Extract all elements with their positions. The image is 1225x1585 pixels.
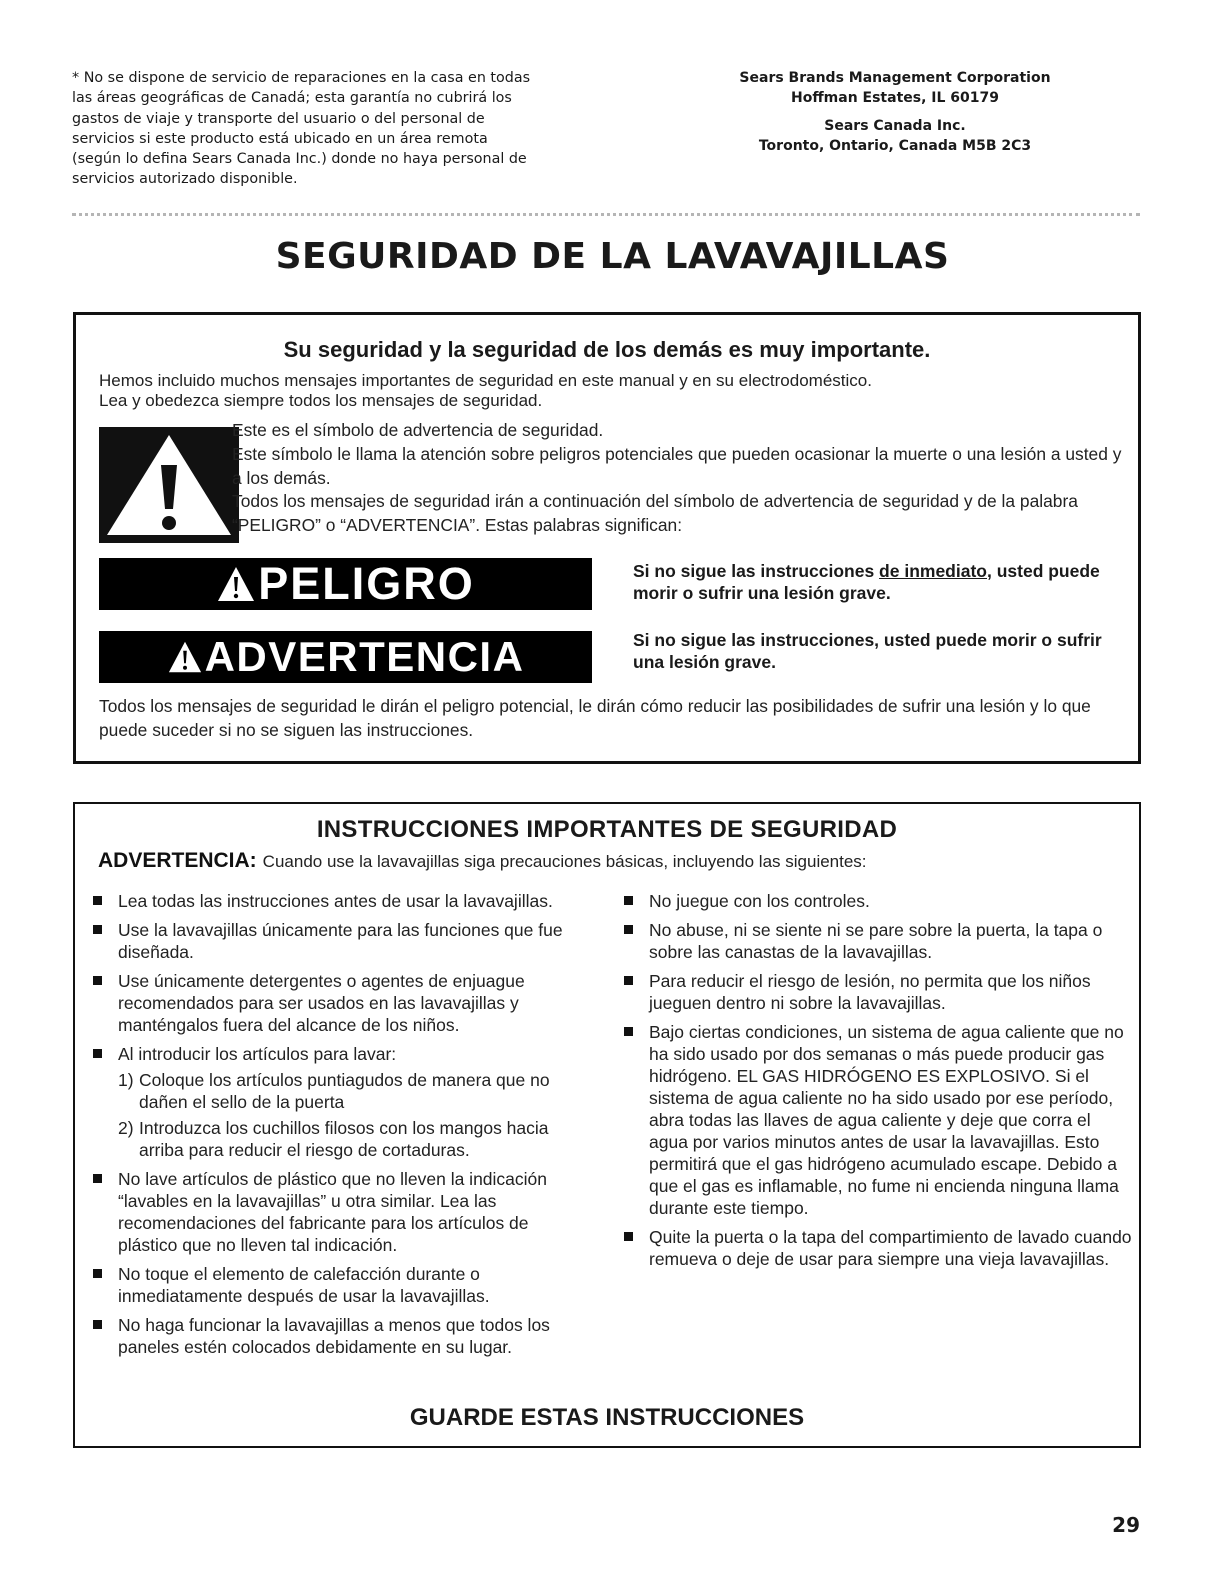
list-item: Use la lavavajillas únicamente para las funciones que fue diseñada. [91,919,591,963]
list-item: Use únicamente detergentes o agentes de enjuague recomendados para ser usados en las lavavajillas y manténgalos fuera del alcance de los niños. [91,970,591,1036]
symbol-explanation [232,419,1122,538]
safety-box [73,312,1141,764]
peligro-description [633,560,1113,604]
advertencia-banner [99,631,592,683]
symbol-line: Este es el símbolo de advertencia de seguridad. [232,420,604,440]
bullet-icon [624,896,633,905]
peligro-desc-underlined: de inmediato [879,561,987,581]
page-title: SEGURIDAD DE LA LAVAVAJILLAS [275,236,950,277]
sub-item: 2) Introduzca los cuchillos filosos con los mangos hacia arriba para reducir el riesgo de cortaduras. [118,1118,549,1160]
bullet-icon [624,1027,633,1036]
list-item: No lave artículos de plástico que no lleven la indicación “lavables en la lavavajillas” u otra similar. Lea las recomendaciones del fabricante para los artículos de plástico que no lleven tal indicación. [91,1168,591,1256]
list-item: No abuse, ni se siente ni se pare sobre la puerta, la tapa o sobre las canastas de la lavavajillas. [622,919,1132,963]
list-item: Bajo ciertas condiciones, un sistema de agua caliente que no ha sido usado por dos semanas o más puede producir gas hidrógeno. EL GAS HIDRÓGENO ES EXPLOSIVO. Si el sistema de agua caliente no ha sido usado por ese período, abra todas las llaves de agua caliente y deje que corra el agua por varios minutos antes de usar la lavavajillas. Esto permitirá que el gas hidrógeno acumulado escape. Debido a que el gas es inflamable, no fume ni encienda ninguna llama durante este tiempo. [622,1021,1132,1219]
bullet-icon [93,896,102,905]
bullet-icon [624,1232,633,1241]
sub-item: 1) Coloque los artículos puntiagudos de manera que no dañen el sello de la puerta [118,1070,550,1112]
bullet-icon [93,1174,102,1183]
instructions-warning [98,849,867,873]
bullet-icon [93,1269,102,1278]
bullet-icon [93,1320,102,1329]
canada-city: Toronto, Ontario, Canada M5B 2C3 [758,138,1032,154]
list-item: No juegue con los controles. [622,890,1132,912]
list-item: Al introducir los artículos para lavar: [91,1043,591,1065]
canada-name: Sears Canada Inc. [824,118,966,134]
intro-line-2: Lea y obedezca siempre todos los mensajes de seguridad. [99,391,543,410]
safety-intro [99,371,872,411]
advertencia-label: ADVERTENCIA [204,633,525,680]
warning-lead: ADVERTENCIA: [98,849,257,872]
advertencia-description: Si no sigue las instrucciones, usted puede morir o sufrir una lesión grave. [633,630,1102,672]
corporate-address [690,68,1100,156]
bullet-icon [624,976,633,985]
symbol-line: Todos los mensajes de seguridad irán a continuación del símbolo de advertencia de seguridad y de la palabra “PELIGRO” o “ADVERTENCIA”. Estas palabras significan: [232,491,1078,536]
peligro-banner [99,558,592,610]
list-item: No haga funcionar la lavavajillas a menos que todos los paneles estén colocados debidamente en su lugar. [91,1314,591,1358]
list-item: Quite la puerta o la tapa del compartimiento de lavado cuando remueva o deje de usar para siempre una vieja lavavajillas. [622,1226,1132,1270]
bullet-icon [624,925,633,934]
peligro-label: PELIGRO [258,558,475,609]
dotted-divider [72,213,1140,216]
peligro-desc-part: , usted puede morir o sufrir una lesión grave. [633,561,1100,603]
bullet-icon [93,925,102,934]
warning-triangle-icon [99,427,239,543]
alert-triangle-icon [167,640,203,674]
list-item: Lea todas las instrucciones antes de usar la lavavajillas. [91,890,591,912]
bullet-icon [93,1049,102,1058]
safety-closing: Todos los mensajes de seguridad le dirán el peligro potencial, le dirán cómo reducir las posibilidades de sufrir una lesión y lo que puede suceder si no se siguen las instrucciones. [99,696,1091,740]
service-footnote: * No se dispone de servicio de reparaciones en la casa en todas las áreas geográficas de Canadá; esta garantía no cubrirá los gastos de viaje y transporte del usuario o del personal de servicios si este producto está ubicado en un área remota (según lo defina Sears Canada Inc.) donde no haya personal de servicios autorizado disponible. [72,70,531,188]
instructions-title: INSTRUCCIONES IMPORTANTES DE SEGURIDAD [316,816,898,843]
safety-subtitle: Su seguridad y la seguridad de los demás es muy importante. [283,337,931,362]
peligro-desc-part: Si no sigue las instrucciones [633,561,880,581]
left-column [91,890,591,1365]
alert-triangle-icon [216,565,256,603]
warning-text: Cuando use la lavavajillas siga precauciones básicas, incluyendo las siguientes: [262,852,867,871]
intro-line-1: Hemos incluido muchos mensajes importantes de seguridad en este manual y en su electrodoméstico. [99,371,872,390]
save-instructions-footer: GUARDE ESTAS INSTRUCCIONES [409,1404,805,1431]
bullet-icon [93,976,102,985]
list-item: Para reducir el riesgo de lesión, no permita que los niños jueguen dentro ni sobre la lavavajillas. [622,970,1132,1014]
page-number: 29 [1112,1513,1140,1537]
symbol-line: Este símbolo le llama la atención sobre peligros potenciales que pueden ocasionar la muerte o una lesión a usted y a los demás. [232,443,1122,488]
corp-name: Sears Brands Management Corporation [739,70,1051,86]
list-item: No toque el elemento de calefacción durante o inmediatamente después de usar la lavavajillas. [91,1263,591,1307]
instructions-box [73,802,1141,1448]
right-column [622,890,1132,1277]
corp-city: Hoffman Estates, IL 60179 [790,90,999,106]
